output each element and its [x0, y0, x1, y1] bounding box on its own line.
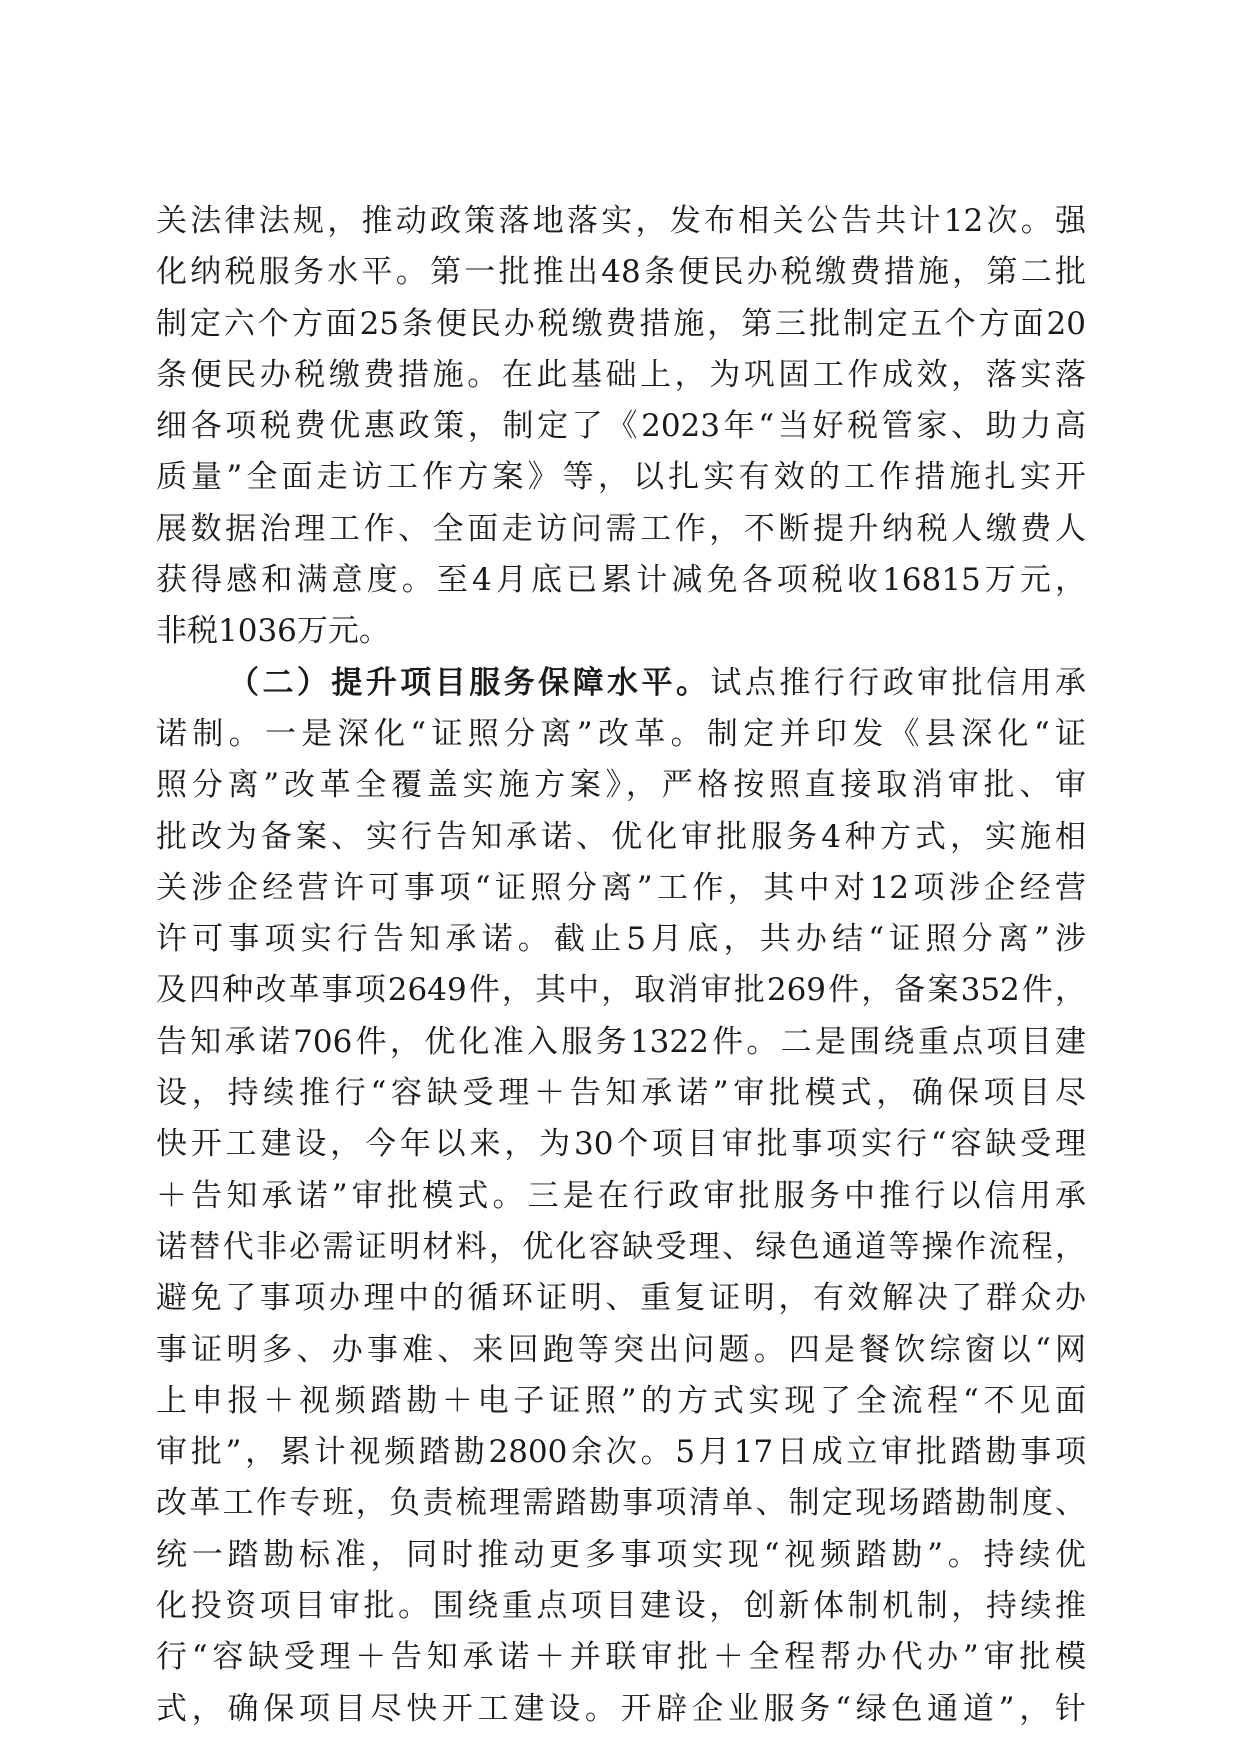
text-line: 快开工建设，今年以来，为30个项目审批事项实行“容缺受理: [156, 1126, 1086, 1163]
text-line: 化投资项目审批。围绕重点项目建设，创新体制机制，持续推: [156, 1588, 1086, 1625]
text-line: 制定六个方面25条便民办税缴费措施，第三批制定五个方面20: [156, 305, 1086, 342]
text-line: 改革工作专班，负责梳理需踏勘事项清单、制定现场踏勘制度、: [156, 1485, 1086, 1522]
text-line: 上申报＋视频踏勘＋电子证照”的方式实现了全流程“不见面: [156, 1382, 1086, 1419]
text-line: 设，持续推行“容缺受理＋告知承诺”审批模式，确保项目尽: [156, 1075, 1086, 1112]
text-line: 诺制。一是深化“证照分离”改革。制定并印发《县深化“证: [156, 715, 1086, 752]
text-line: 展数据治理工作、全面走访问需工作，不断提升纳税人缴费人: [156, 510, 1086, 547]
text-line: 关涉企经营许可事项“证照分离”工作，其中对12项涉企经营: [156, 869, 1086, 906]
text-line: 告知承诺706件，优化准入服务1322件。二是围绕重点项目建: [156, 1023, 1086, 1060]
text-line: 许可事项实行告知承诺。截止5月底，共办结“证照分离”涉: [156, 921, 1086, 958]
text-line: 获得感和满意度。至4月底已累计减免各项税收16815万元，: [156, 562, 1086, 599]
text-line: 条便民办税缴费措施。在此基础上，为巩固工作成效，落实落: [156, 356, 1086, 393]
text-line: 非税1036万元。: [156, 613, 390, 650]
text-line: 式，确保项目尽快开工建设。开辟企业服务“绿色通道”，针: [156, 1690, 1086, 1727]
text-line: 照分离”改革全覆盖实施方案》，严格按照直接取消审批、审: [156, 767, 1086, 804]
text-line: 诺替代非必需证明材料，优化容缺受理、绿色通道等操作流程，: [156, 1228, 1086, 1265]
text-line: 统一踏勘标准，同时推动更多事项实现“视频踏勘”。持续优: [156, 1536, 1086, 1573]
text-line: 事证明多、办事难、来回跑等突出问题。四是餐饮综窗以“网: [156, 1331, 1086, 1368]
paragraph-tax-services: [156, 196, 1086, 658]
text-line: 避免了事项办理中的循环证明、重复证明，有效解决了群众办: [156, 1280, 1086, 1317]
text-line: 质量”全面走访工作方案》等，以扎实有效的工作措施扎实开: [156, 459, 1086, 496]
text-line: 细各项税费优惠政策，制定了《2023年“当好税管家、助力高: [156, 408, 1086, 445]
paragraph-project-services: [156, 658, 1086, 1735]
section-heading: （二）提升项目服务保障水平。: [228, 664, 711, 701]
document-body: [156, 196, 1086, 1735]
text-line: 审批”，累计视频踏勘2800余次。5月17日成立审批踏勘事项: [156, 1434, 1086, 1471]
text-line: 行“容缺受理＋告知承诺＋并联审批＋全程帮办代办”审批模: [156, 1639, 1086, 1676]
text-line: 关法律法规，推动政策落地落实，发布相关公告共计12次。强: [156, 203, 1086, 239]
text-line: ＋告知承诺”审批模式。三是在行政审批服务中推行以信用承: [156, 1177, 1086, 1214]
text-line: 批改为备案、实行告知承诺、优化审批服务4种方式，实施相: [156, 818, 1086, 855]
text-line: [156, 658, 1086, 709]
text-line: 化纳税服务水平。第一批推出48条便民办税缴费措施，第二批: [156, 254, 1086, 291]
text-run: 试点推行行政审批信用承: [710, 664, 1087, 701]
text-line: 及四种改革事项2649件，其中，取消审批269件，备案352件，: [156, 972, 1086, 1009]
